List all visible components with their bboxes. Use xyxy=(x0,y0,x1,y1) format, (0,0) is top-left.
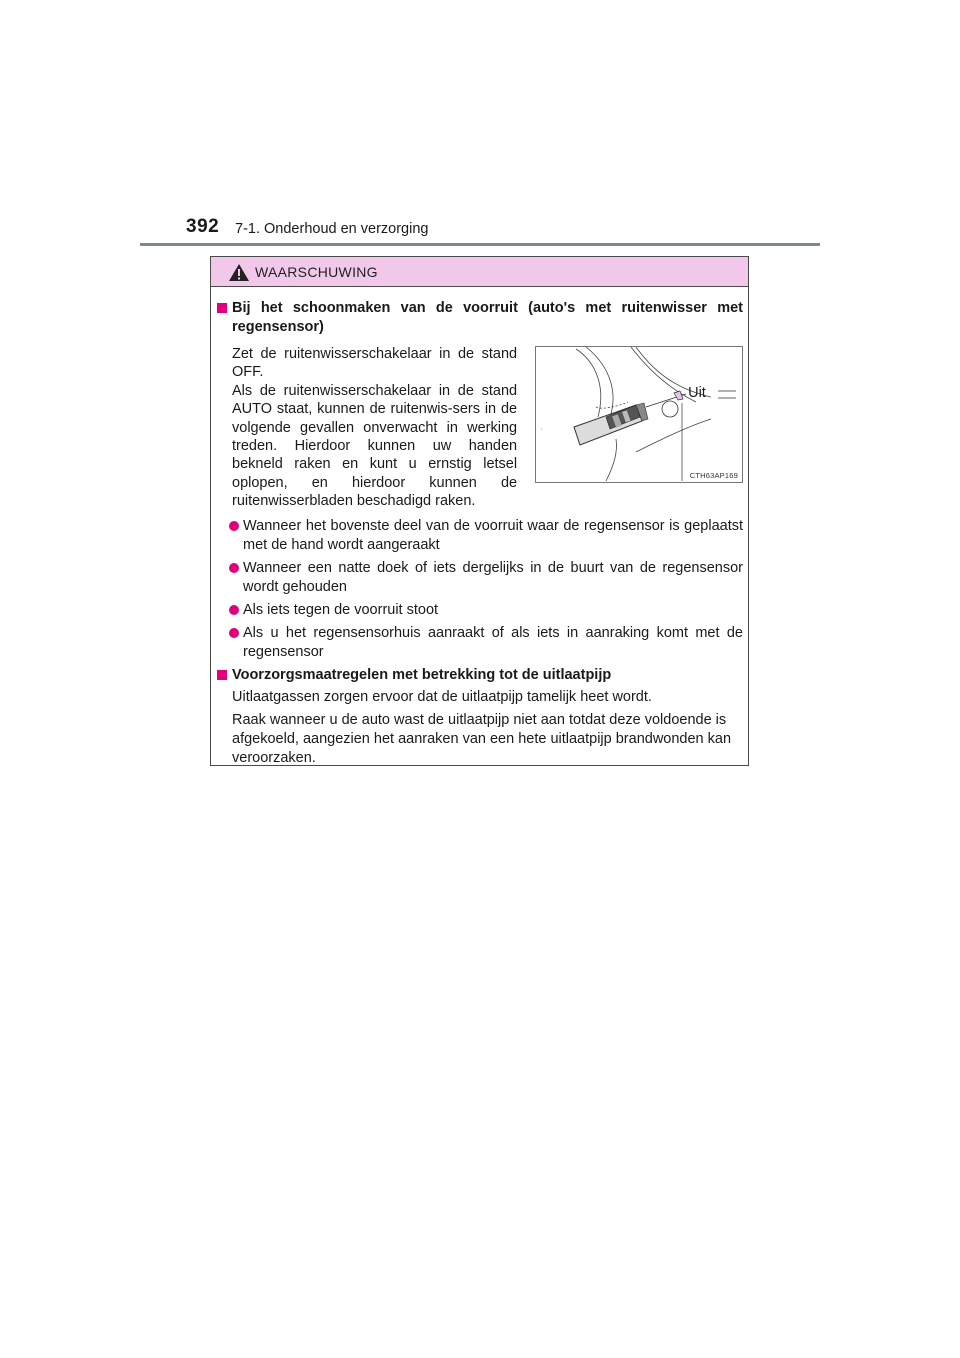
intro-paragraph: Zet de ruitenwisserschakelaar in de stand OFF. xyxy=(232,346,518,381)
paragraph: Uitlaatgassen zorgen ervoor dat de uitlaatpijp tamelijk heet wordt. xyxy=(232,688,652,705)
warning-header xyxy=(211,257,748,287)
list-item xyxy=(216,559,743,597)
round-bullet-icon xyxy=(229,563,239,573)
header-rule xyxy=(140,243,820,246)
wiper-switch-illustration xyxy=(536,347,744,482)
warning-box xyxy=(210,256,749,766)
figure-label-off: Uit xyxy=(688,385,706,401)
warning-triangle-icon xyxy=(228,263,250,282)
section-title: 7-1. Onderhoud en verzorging xyxy=(235,221,429,237)
round-bullet-icon xyxy=(229,628,239,638)
figure-code: CTH63AP169 xyxy=(689,471,738,480)
svg-text:,: , xyxy=(541,425,543,431)
intro-paragraph: Als de ruitenwisserschakelaar in de stand AUTO staat, kunnen de ruitenwis-sers in de volgende gevallen onverwacht in werking treden. Hierdoor kunnen uw handen bekneld raken en kunt u ernstig letsel oplopen, en hierdoor kunnen de ruitenwisserbladen beschadigd raken. xyxy=(232,382,518,510)
bullet-list xyxy=(216,517,743,662)
list-item xyxy=(216,517,743,555)
wiper-switch-figure xyxy=(535,346,743,483)
section-heading-exhaust xyxy=(216,666,743,685)
square-bullet-icon xyxy=(217,303,227,313)
list-item-text: Als iets tegen de voorruit stoot xyxy=(243,601,439,618)
heading-text: Voorzorgsmaatregelen met betrekking tot de uitlaatpijp xyxy=(232,666,612,683)
list-item xyxy=(216,624,743,662)
intro-text xyxy=(216,345,517,511)
list-item-text: Wanneer het bovenste deel van de voorruit waar de regensensor is geplaatst met de hand wordt aangeraakt xyxy=(243,517,743,553)
heading-text: Bij het schoonmaken van de voorruit (auto's met ruitenwisser met regensensor) xyxy=(232,300,743,335)
warning-title: WAARSCHUWING xyxy=(255,264,378,280)
round-bullet-icon xyxy=(229,521,239,531)
round-bullet-icon xyxy=(229,605,239,615)
list-item-text: Als u het regensensorhuis aanraakt of als iets in aanraking komt met de regensensor xyxy=(243,624,743,660)
list-item xyxy=(216,601,743,620)
intro-row xyxy=(216,345,743,511)
square-bullet-icon xyxy=(217,670,227,680)
list-item-text: Wanneer een natte doek of iets dergelijks in de buurt van de regensensor wordt gehouden xyxy=(243,559,743,595)
paragraph: Raak wanneer u de auto wast de uitlaatpijp niet aan totdat deze voldoende is afgekoeld, aangezien het aanraken van een hete uitlaatpijp brandwonden kan veroorzaken. xyxy=(232,711,732,766)
section-heading-windshield xyxy=(216,299,743,337)
warning-content xyxy=(216,299,743,768)
page-number: 392 xyxy=(186,216,220,237)
